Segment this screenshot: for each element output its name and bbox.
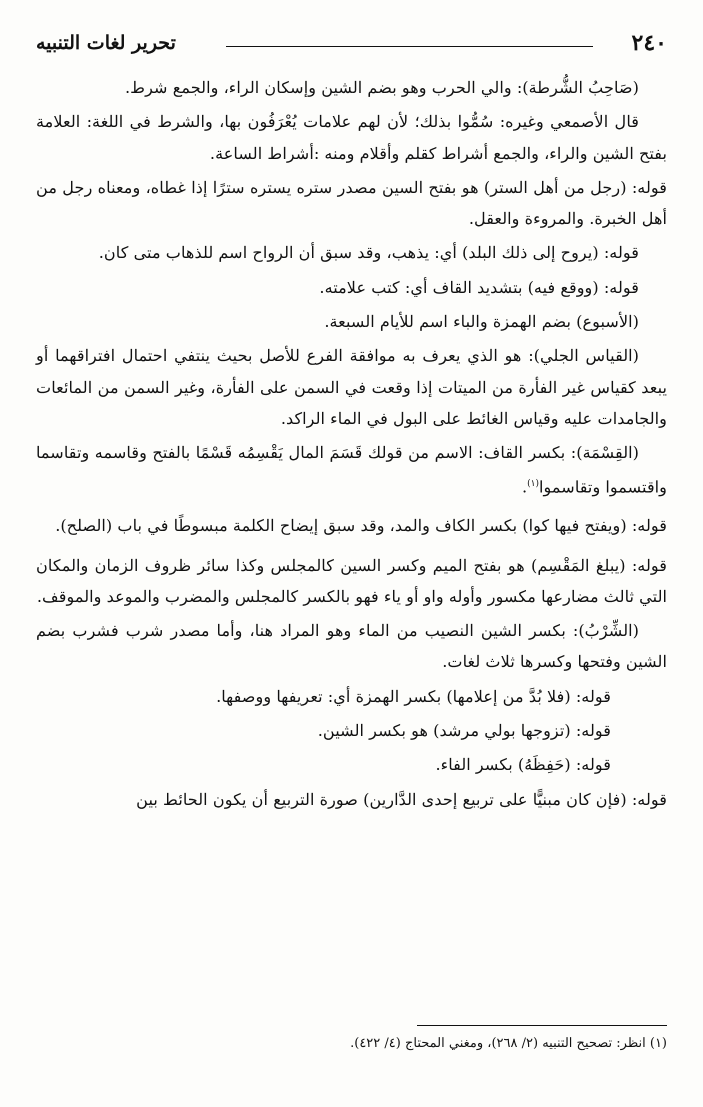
paragraph-sitr: قوله: (رجل من أهل الستر) هو بفتح السين مصدر ستره يستره سترًا إذا غطاه، ومعناه رجل من أهل الخبرة. والمروءة والعقل. [36, 177, 667, 229]
footnote-separator [417, 1025, 667, 1026]
paragraph-ilam: قوله: (فلا بُدَّ من إعلامها) بكسر الهمزة أي: تعريفها ووصفها. [216, 686, 611, 706]
paragraph-tazawwaja: قوله: (تزوجها بولي مرشد) هو بكسر الشين. [317, 721, 611, 741]
paragraph-tarbi: قوله: (فإن كان مبنيًّا على تربيع إحدى الدَّارين) صورة التربيع أن يكون الحائط بين [136, 789, 667, 809]
qisma-period: . [522, 476, 528, 496]
paragraph-hafizahu: قوله: (حَفِظَهُ) بكسر الفاء. [435, 755, 611, 775]
running-title: تحرير لغات التنبيه [36, 32, 176, 54]
qisma-text: (القِسْمَة): بكسر القاف: الاسم من قولك قَسَمَ المال يَقْسِمُه قَسْمًا بالفتح وقاسمه وتقاسما واقتسموا وتقاسموا [36, 443, 667, 496]
paragraph-kiwa: قوله: (ويفتح فيها كوا) بكسر الكاف والمد، وقد سبق إيضاح الكلمة مبسوطًا في باب (الصلح). [55, 516, 667, 536]
header-rule [226, 46, 593, 47]
page-number: ٢٤٠ [631, 30, 667, 56]
paragraph-usbu: (الأسبوع) بضم الهمزة والباء اسم للأيام السبعة. [324, 312, 639, 332]
page-header [36, 28, 667, 72]
footnote: (١) انظر: تصحيح التنبيه (٢/ ٢٦٨)، ومغني المحتاج (٤/ ٤٢٢). [350, 1036, 667, 1051]
paragraph-qisma [36, 437, 667, 502]
paragraph-maqsim: قوله: (يبلغ المَقْسِم) هو بفتح الميم وكسر السين كالمجلس وكذا سائر ظروف الزمان والمكان التي ثالث مضارعها مكسور وأوله واو أو ياء فهو بالكسر كالمجلس والمضرب والموعد والموقف. [36, 555, 667, 606]
paragraph-yaruh: قوله: (يروح إلى ذلك البلد) أي: يذهب، وقد سبق أن الرواح اسم للذهاب متى كان. [98, 243, 639, 263]
paragraph-shurta: (صَاحِبُ الشُّرطة): والي الحرب وهو بضم الشين وإسكان الراء، والجمع شرط. [125, 78, 639, 97]
paragraph-waqqa: قوله: (ووقع فيه) بتشديد القاف أي: كتب علامته. [319, 277, 639, 297]
paragraph-shirb: (الشِّرْبُ): بكسر الشين النصيب من الماء وهو المراد هنا، وأما مصدر شرب فشرب بضم الشين وفتحها وكسرها ثلاث لغات. [36, 621, 667, 672]
paragraph-asmai: قال الأصمعي وغيره: سُمُّوا بذلك؛ لأن لهم علامات يُعْرَفُون بها، والشرط في اللغة: العلامة بفتح الشين والراء، والجمع أشراط كقلم وأقلام ومنه :أشراط الساعة. [36, 112, 667, 163]
page-body [36, 72, 667, 818]
paragraph-qiyas: (القياس الجلي): هو الذي يعرف به موافقة الفرع للأصل بحيث ينتفي احتمال افتراقهما أو يبعد كقياس غير الفأرة من الميتات إذا وقعت في السمن على الفأرة، وغير السمن من المائعات والجامدات عليه وقياس الغائط على البول في الماء الراكد. [36, 346, 667, 428]
footnote-reference: (١) [527, 478, 540, 489]
